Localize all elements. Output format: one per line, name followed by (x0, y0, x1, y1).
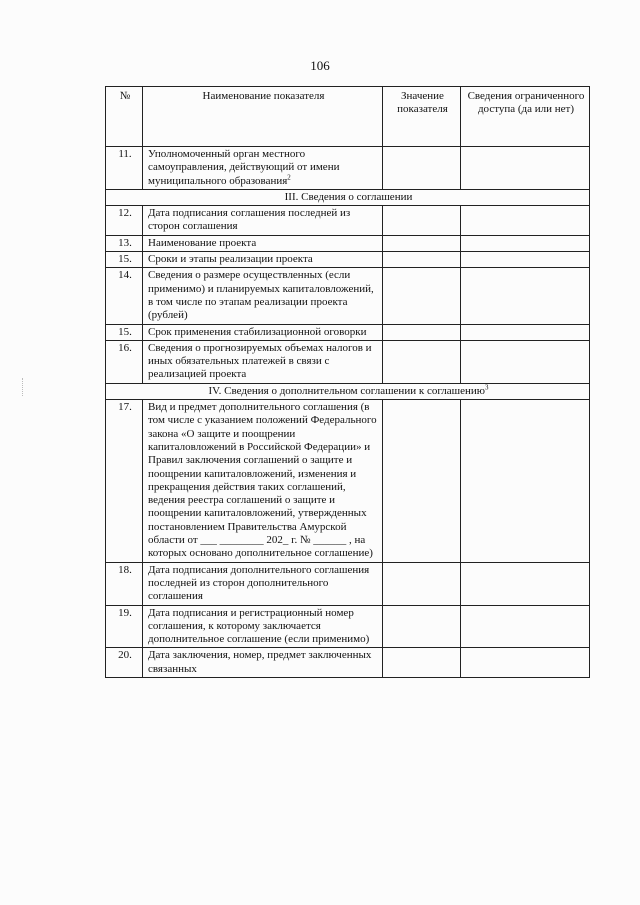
table-row (106, 400, 590, 563)
section-title: III. Сведения о соглашении (106, 189, 590, 205)
row-name: Сведения о прогнозируемых объемах налогов и иных обязательных платежей в связи с реализацией проекта (143, 340, 383, 383)
row-name: Уполномоченный орган местного самоуправления, действующий от имени муниципального образования$^2$ (143, 147, 383, 190)
value-cell (383, 235, 461, 251)
table-row (106, 324, 590, 340)
row-name: Сведения о размере осуществленных (если применимо) и планируемых капиталовложений, в том числе по этапам реализации проекта (рублей) (143, 268, 383, 324)
table-row (106, 252, 590, 268)
table-row (106, 235, 590, 251)
section-row (106, 189, 590, 205)
scan-artifact (22, 378, 26, 396)
table-row (106, 648, 590, 678)
row-num: 13. (106, 235, 143, 251)
row-name: Дата подписания дополнительного соглашения последней из сторон дополнительного соглашения (143, 562, 383, 605)
table-row (106, 268, 590, 324)
footnote-mark: 2 (287, 172, 291, 181)
table-row (106, 206, 590, 236)
value-cell (383, 562, 461, 605)
row-num: 15. (106, 324, 143, 340)
row-name: Дата заключения, номер, предмет заключенных связанных (143, 648, 383, 678)
row-num: 14. (106, 268, 143, 324)
footnote-mark: 3 (485, 383, 489, 392)
table-row (106, 605, 590, 648)
row-num: 16. (106, 340, 143, 383)
indicator-table (105, 86, 590, 678)
header-restricted: Сведения ограниченного доступа (да или нет) (461, 87, 590, 147)
restricted-cell (461, 206, 590, 236)
header-name: Наименование показателя (143, 87, 383, 147)
restricted-cell (461, 648, 590, 678)
row-num: 17. (106, 400, 143, 563)
row-name: Срок применения стабилизационной оговорки (143, 324, 383, 340)
value-cell (383, 400, 461, 563)
table-row (106, 147, 590, 190)
row-name: Вид и предмет дополнительного соглашения (в том числе с указанием положений Федерального закона «О защите и поощрении капиталовложений в Российской Федерации» и Правил заключения соглашений о защите и поощрении капиталовложений, изменения и прекращения действия таких соглашений, ведения реестра соглашений о защите и поощрении капиталовложений, утвержденных постановлением Правительства Амурской области от ___ ________ 202_ г. № ______ , на которых основано дополнительное соглашение) (143, 400, 383, 563)
row-name: Дата подписания соглашения последней из сторон соглашения (143, 206, 383, 236)
row-num: 11. (106, 147, 143, 190)
restricted-cell (461, 147, 590, 190)
value-cell (383, 206, 461, 236)
row-name: Дата подписания и регистрационный номер соглашения, к которому заключается дополнительное соглашение (если применимо) (143, 605, 383, 648)
restricted-cell (461, 562, 590, 605)
table-header-row (106, 87, 590, 147)
value-cell (383, 605, 461, 648)
value-cell (383, 147, 461, 190)
row-name: Сроки и этапы реализации проекта (143, 252, 383, 268)
value-cell (383, 252, 461, 268)
value-cell (383, 340, 461, 383)
restricted-cell (461, 235, 590, 251)
value-cell (383, 648, 461, 678)
row-num: 18. (106, 562, 143, 605)
header-value: Значение показателя (383, 87, 461, 147)
section-row (106, 383, 590, 399)
row-num: 19. (106, 605, 143, 648)
header-num: № (106, 87, 143, 147)
table-row (106, 340, 590, 383)
section-title: IV. Сведения о дополнительном соглашении к соглашению$^3$ (106, 383, 590, 399)
row-name: Наименование проекта (143, 235, 383, 251)
restricted-cell (461, 340, 590, 383)
row-num: 15. (106, 252, 143, 268)
table-row (106, 562, 590, 605)
restricted-cell (461, 605, 590, 648)
value-cell (383, 268, 461, 324)
restricted-cell (461, 400, 590, 563)
page-number: 106 (310, 58, 330, 73)
value-cell (383, 324, 461, 340)
restricted-cell (461, 324, 590, 340)
row-num: 12. (106, 206, 143, 236)
row-num: 20. (106, 648, 143, 678)
restricted-cell (461, 252, 590, 268)
restricted-cell (461, 268, 590, 324)
